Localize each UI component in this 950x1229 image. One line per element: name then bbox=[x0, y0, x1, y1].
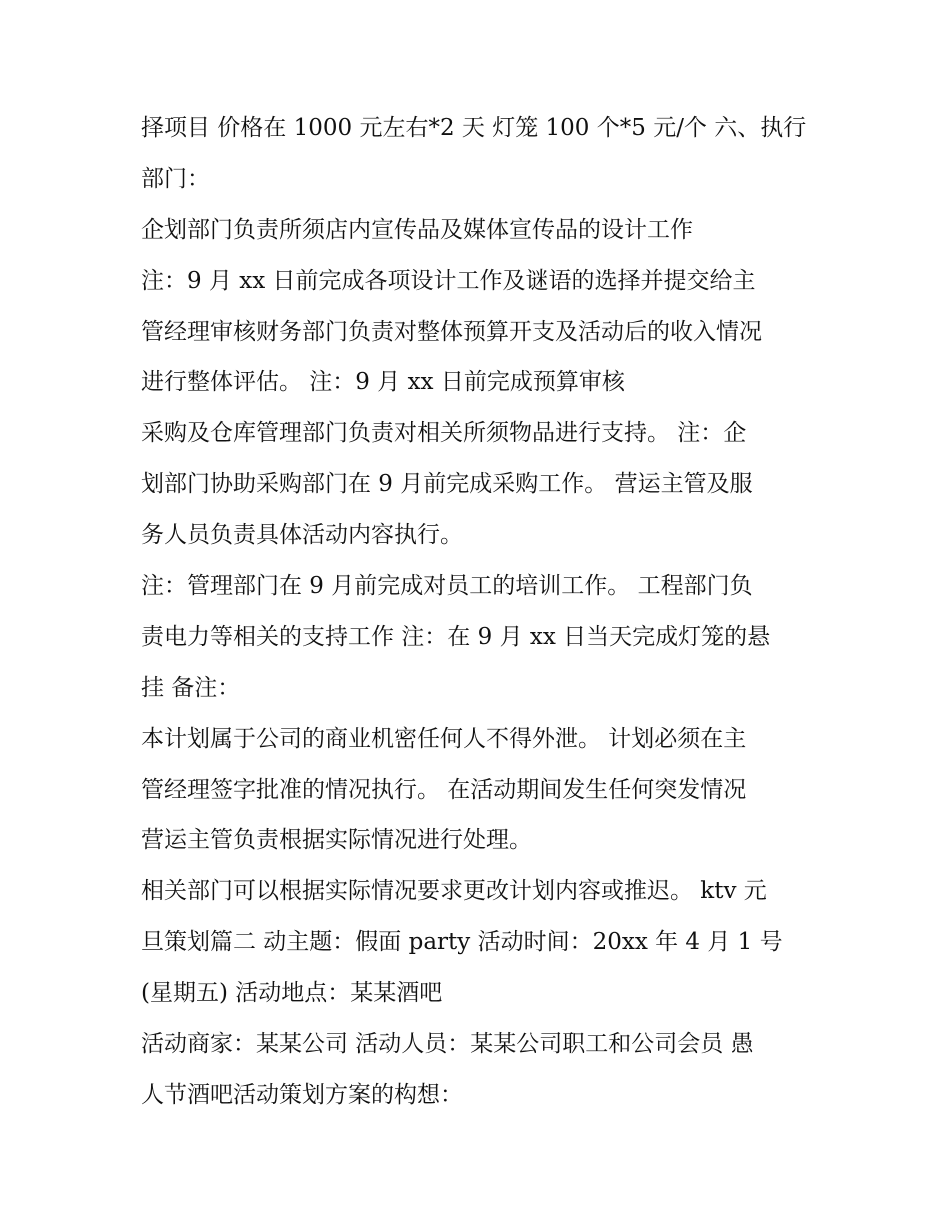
text-line: 务人员负责具体活动内容执行。 bbox=[141, 522, 463, 549]
text-line: 责电力等相关的支持工作 注：在 9 月 xx 日当天完成灯笼的悬 bbox=[141, 623, 771, 650]
text-line: 划部门协助采购部门在 9 月前完成采购工作。 营运主管及服 bbox=[141, 471, 753, 498]
paragraph-confidentiality bbox=[141, 714, 821, 867]
text-line: 注：9 月 xx 日前完成各项设计工作及谜语的选择并提交给主 bbox=[141, 267, 756, 294]
paragraph-training bbox=[141, 561, 821, 714]
text-line: 挂 备注： bbox=[141, 674, 241, 701]
text-line: 择项目 价格在 1000 元左右*2 天 灯笼 100 个*5 元/个 六、执行 bbox=[141, 115, 807, 141]
paragraph-participants bbox=[141, 1019, 821, 1121]
text-line: 采购及仓库管理部门负责对相关所须物品进行支持。 注：企 bbox=[141, 420, 747, 447]
paragraph-planning-dept bbox=[141, 205, 821, 256]
text-line: 活动商家：某某公司 活动人员：某某公司职工和公司会员 愚 bbox=[141, 1031, 754, 1058]
text-line: 进行整体评估。 注：9 月 xx 日前完成预算审核 bbox=[141, 369, 625, 396]
text-line: 旦策划篇二 动主题：假面 party 活动时间：20xx 年 4 月 1 号 bbox=[141, 929, 783, 956]
text-line: (星期五) 活动地点：某某酒吧 bbox=[141, 980, 443, 1007]
text-line: 企划部门负责所须店内宣传品及媒体宣传品的设计工作 bbox=[141, 216, 693, 243]
text-line: 相关部门可以根据实际情况要求更改计划内容或推迟。 ktv 元 bbox=[141, 878, 767, 905]
document-body bbox=[141, 103, 821, 1121]
text-line: 管经理签字批准的情况执行。 在活动期间发生任何突发情况 bbox=[141, 776, 747, 803]
text-line: 管经理审核财务部门负责对整体预算开支及活动后的收入情况 bbox=[141, 318, 762, 345]
paragraph-purchasing bbox=[141, 408, 821, 561]
paragraph-plan-two bbox=[141, 866, 821, 1019]
text-line: 部门： bbox=[141, 165, 210, 192]
text-line: 营运主管负责根据实际情况进行处理。 bbox=[141, 827, 532, 854]
paragraph-design-note bbox=[141, 256, 821, 409]
text-line: 本计划属于公司的商业机密任何人不得外泄。 计划必须在主 bbox=[141, 725, 747, 752]
text-line: 人节酒吧活动策划方案的构想： bbox=[141, 1081, 463, 1108]
paragraph-budget-items bbox=[141, 103, 821, 205]
text-line: 注：管理部门在 9 月前完成对员工的培训工作。 工程部门负 bbox=[141, 573, 753, 600]
